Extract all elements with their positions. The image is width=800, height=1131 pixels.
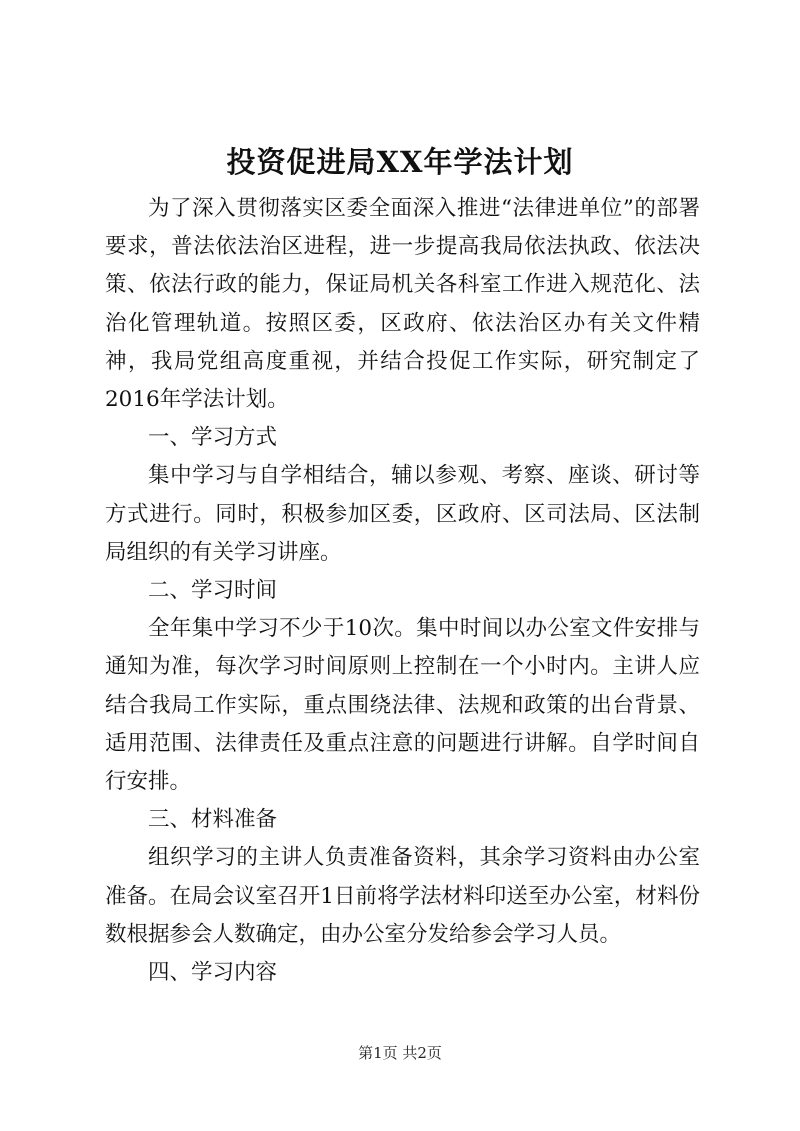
document-body xyxy=(105,190,700,992)
section-heading-study-content: 四、学习内容 xyxy=(148,960,278,986)
section-heading-study-time: 二、学习时间 xyxy=(148,578,278,604)
document-title: 投资促进局XX年学法计划 xyxy=(226,145,574,179)
section-text-materials: 组织学习的主讲人负责准备资料，其余学习资料由办公室准备。在局会议室召开1日前将学法材料印送至办公室，材料份数根据参会人数确定，由办公室分发给参会学习人员。 xyxy=(105,845,700,947)
section-text-study-method: 集中学习与自学相结合，辅以参观、考察、座谈、研讨等方式进行。同时，积极参加区委，区政府、区司法局、区法制局组织的有关学习讲座。 xyxy=(105,463,700,565)
intro-paragraph: 为了深入贯彻落实区委全面深入推进“法律进单位”的部署要求，普法依法治区进程，进一步提高我局依法执政、依法决策、依法行政的能力，保证局机关各科室工作进入规范化、法治化管理轨道。按照区委，区政府、依法治区办有关文件精神，我局党组高度重视，并结合投促工作实际，研究制定了2016年学法计划。 xyxy=(105,196,700,413)
section-heading-study-method: 一、学习方式 xyxy=(148,425,278,451)
section-heading-materials: 三、材料准备 xyxy=(148,807,278,833)
page-number-footer: 第1页 共2页 xyxy=(358,1044,442,1062)
section-text-study-time: 全年集中学习不少于10次。集中时间以办公室文件安排与通知为准，每次学习时间原则上控制在一个小时内。主讲人应结合我局工作实际，重点围绕法律、法规和政策的出台背景、适用范围、法律责任及重点注意的问题进行讲解。自学时间自行安排。 xyxy=(105,616,700,795)
